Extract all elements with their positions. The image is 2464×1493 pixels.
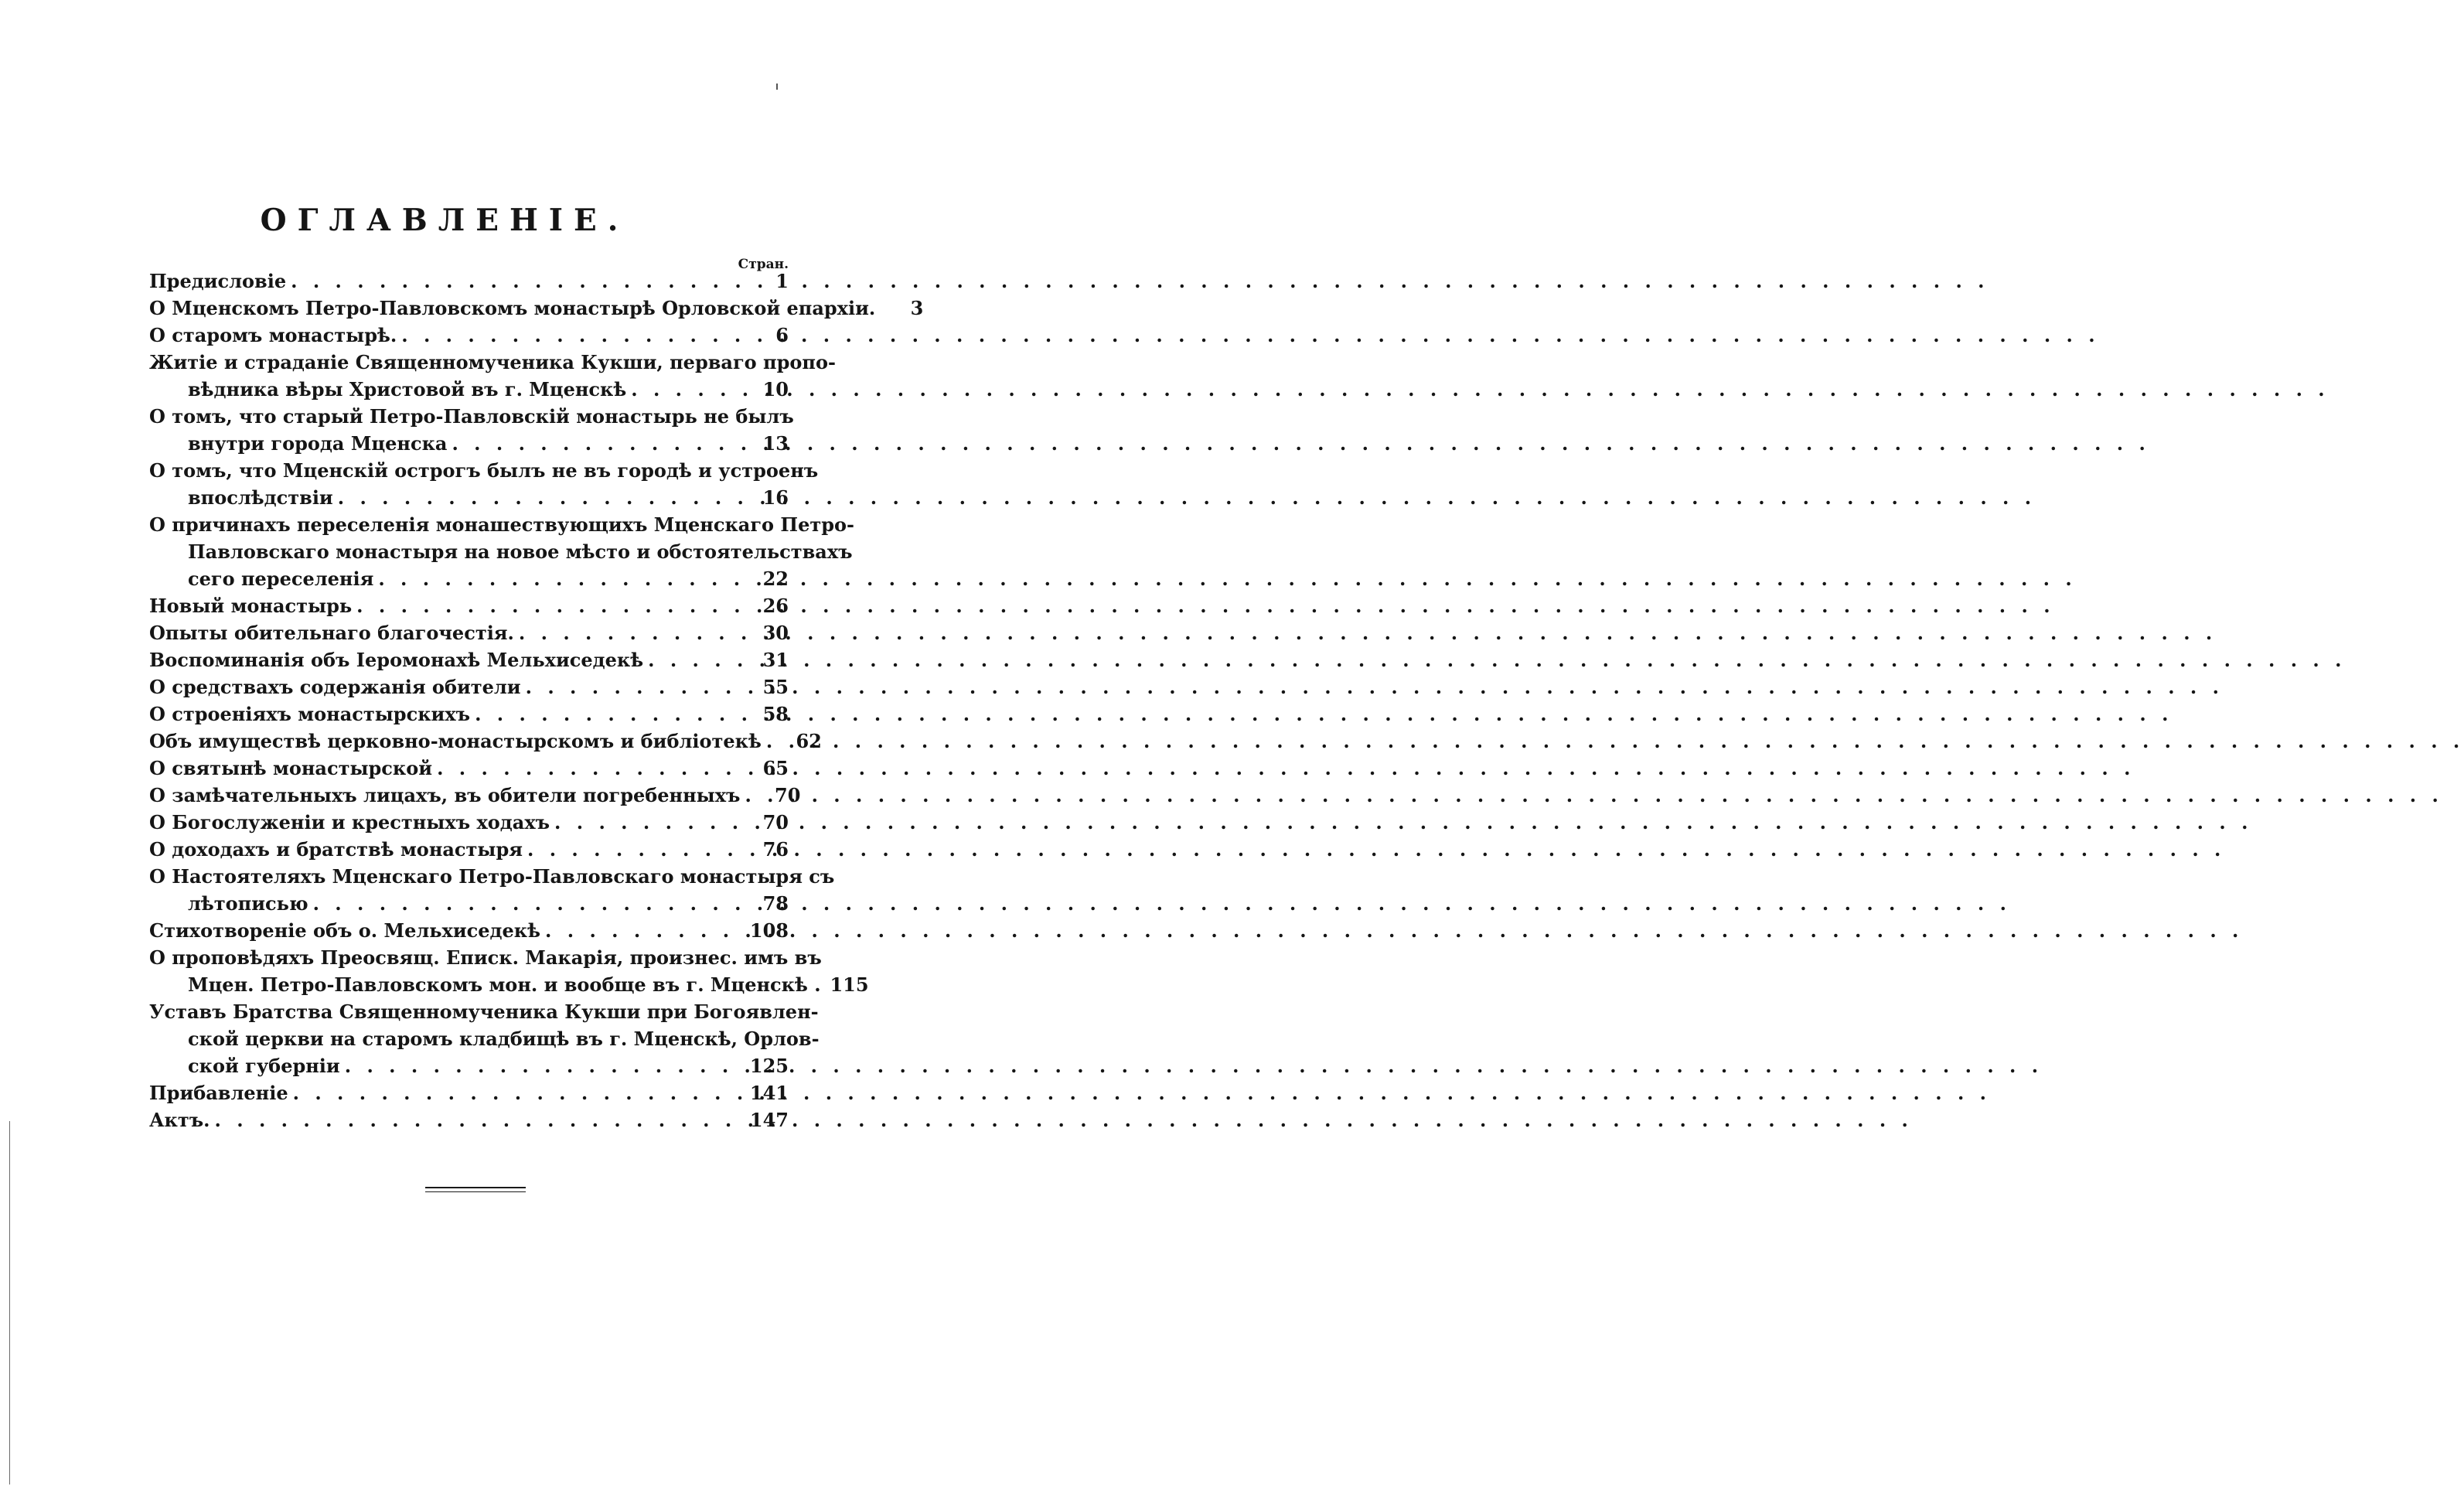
toc-entry	[149, 917, 789, 944]
print-speck	[776, 84, 778, 90]
toc-entry-line	[149, 619, 789, 646]
toc-entry-page: 10	[762, 378, 789, 401]
dot-leader	[550, 809, 741, 836]
page-column-header: Стран.	[738, 257, 789, 272]
dot-leader	[432, 755, 741, 782]
toc-entry-line	[149, 809, 789, 836]
toc-entry-text: ской церкви на старомъ кладбищѣ въ г. Мценскѣ, Орлов-	[188, 1028, 820, 1050]
toc-entry-line	[149, 457, 819, 484]
end-ornament-rule	[425, 1187, 526, 1192]
toc-entry-line	[149, 917, 789, 944]
dot-leader	[210, 1106, 741, 1133]
toc-entry-text: О святынѣ монастырской	[149, 757, 433, 779]
dot-leader	[286, 268, 741, 295]
toc-entry-text: Прибавленіе	[149, 1082, 288, 1104]
page-edge-mark	[9, 1121, 10, 1484]
dot-leader	[340, 1052, 741, 1079]
toc-entry-page: 13	[762, 432, 789, 455]
toc-entry-text: Павловскаго монастыря на новое мѣсто и обстоятельствахъ	[188, 540, 853, 563]
toc-entry-line	[149, 1106, 789, 1133]
toc-entry-text: О старомъ монастырѣ.	[149, 324, 397, 346]
toc-entry-line	[149, 863, 835, 890]
toc-entry-line	[149, 646, 789, 673]
book-page	[0, 0, 924, 1493]
toc-entry	[149, 836, 789, 863]
toc-entry	[149, 295, 924, 322]
toc-entry-page: 141	[749, 1082, 789, 1104]
dot-leader	[288, 1079, 741, 1106]
toc-entry-page: 65	[762, 757, 789, 779]
toc-entry-text: ской губерніи	[188, 1055, 340, 1077]
toc-entry-page: 31	[762, 649, 789, 671]
toc-entry	[149, 809, 789, 836]
toc-entry-continuation	[149, 1025, 820, 1052]
dot-leader	[397, 322, 741, 349]
dot-leader	[333, 484, 741, 511]
toc-entry-text: вѣдника вѣры Христовой въ г. Мценскѣ	[188, 378, 627, 401]
toc-entry-page: 3	[910, 297, 924, 319]
dot-leader	[740, 782, 752, 809]
toc-entry	[149, 619, 789, 646]
dot-leader	[643, 646, 741, 673]
toc-entry-text: О томъ, что Мценскій острогъ былъ не въ городѣ и устроенъ	[149, 459, 819, 482]
toc-entry-text: Уставъ Братства Священномученика Кукши при Богоявлен-	[149, 1000, 819, 1023]
toc-entry-page: 70	[762, 811, 789, 833]
toc-entry-line	[149, 944, 822, 971]
toc-entry-text: Опыты обительнаго благочестія.	[149, 622, 514, 644]
toc-entry-text: Мцен. Петро-Павловскомъ мон. и вообще въ г. Мценскѣ .	[188, 973, 821, 996]
toc-entry-continuation	[149, 971, 869, 998]
toc-entry-line	[149, 592, 789, 619]
toc-entry-text: О Мценскомъ Петро-Павловскомъ монастырѣ Орловской епархіи.	[149, 297, 876, 319]
toc-entry-line	[149, 268, 789, 295]
toc-entry	[149, 728, 822, 755]
toc-entry-text: Объ имуществѣ церковно-монастырскомъ и библіотекѣ	[149, 730, 762, 752]
toc-entry-line	[149, 998, 819, 1025]
toc-entry-line	[149, 295, 924, 322]
toc-entry-page: 16	[762, 486, 789, 509]
toc-entry-page: 147	[749, 1109, 789, 1131]
toc-entry-page: 58	[762, 703, 789, 725]
toc-entry-text: лѣтописью	[188, 892, 308, 915]
toc-entry-line	[149, 511, 854, 538]
dot-leader	[762, 728, 774, 755]
toc-entry-line	[149, 836, 789, 863]
toc-entry	[149, 646, 789, 673]
dot-leader	[373, 565, 741, 592]
dot-leader	[626, 376, 741, 403]
toc-entry-text: О причинахъ переселенія монашествующихъ Мценскаго Петро-	[149, 513, 854, 536]
toc-entry	[149, 403, 794, 457]
dot-leader	[470, 700, 741, 728]
toc-entry-text: О Настоятеляхъ Мценскаго Петро-Павловскаго монастыря съ	[149, 865, 835, 888]
toc-entry	[149, 457, 819, 511]
toc-entry-text: О строеніяхъ монастырскихъ	[149, 703, 471, 725]
toc-entry	[149, 782, 801, 809]
toc-entry	[149, 944, 869, 998]
toc-entry	[149, 755, 789, 782]
toc-entry-page: 26	[762, 595, 789, 617]
toc-entry-continuation	[149, 376, 789, 403]
dot-leader	[308, 890, 741, 917]
toc-entry-line	[149, 755, 789, 782]
toc-entry	[149, 1106, 789, 1133]
toc-entry-page: 62	[796, 730, 822, 752]
toc-entry-page: 76	[762, 838, 789, 861]
toc-entry-text: впослѣдствіи	[188, 486, 333, 509]
toc-entry-line	[149, 322, 789, 349]
toc-entry-text: О доходахъ и братствѣ монастыря	[149, 838, 523, 861]
toc-entry-text: Новый монастырь	[149, 595, 353, 617]
page-title: ОГЛАВЛЕНІЕ.	[260, 203, 629, 238]
toc-entry-page: 108	[749, 919, 789, 942]
toc-entry-line	[149, 403, 794, 430]
toc-entry-continuation	[149, 538, 853, 565]
toc-entry-text: О томъ, что старый Петро-Павловскій монастырь не былъ	[149, 405, 794, 428]
toc-entry-page: 125	[749, 1055, 789, 1077]
toc-entry-text: О проповѣдяхъ Преосвящ. Еписк. Макарія, произнес. имъ въ	[149, 946, 822, 969]
toc-entry	[149, 592, 789, 619]
toc-entry-text: О Богослуженіи и крестныхъ ходахъ	[149, 811, 550, 833]
toc-entry-page: 70	[775, 784, 801, 806]
dot-leader	[523, 836, 741, 863]
toc-entry-page: 30	[762, 622, 789, 644]
toc-entry-text: О средствахъ содержанія обители	[149, 676, 521, 698]
toc-entry-page: 6	[775, 324, 789, 346]
toc-entry	[149, 863, 835, 917]
toc-entry-line	[149, 673, 789, 700]
dot-leader	[514, 619, 741, 646]
toc-entry-continuation	[149, 1052, 789, 1079]
toc-entry-continuation	[149, 565, 789, 592]
toc-entry-line	[149, 349, 836, 376]
dot-leader	[521, 673, 741, 700]
toc-entry	[149, 268, 789, 295]
toc-entry-text: внутри города Мценска	[188, 432, 448, 455]
toc-entry	[149, 1079, 789, 1106]
table-of-contents	[149, 268, 924, 1133]
toc-entry-text: Стихотвореніе объ о. Мельхиседекѣ	[149, 919, 541, 942]
toc-entry-continuation	[149, 890, 789, 917]
toc-entry-continuation	[149, 430, 789, 457]
toc-entry-page: 22	[762, 568, 789, 590]
toc-entry-continuation	[149, 484, 789, 511]
dot-leader	[352, 592, 741, 619]
toc-entry-text: О замѣчательныхъ лицахъ, въ обители погребенныхъ	[149, 784, 741, 806]
toc-entry-text: Предисловіе	[149, 270, 287, 292]
toc-entry	[149, 322, 789, 349]
toc-entry-page: 78	[762, 892, 789, 915]
dot-leader	[447, 430, 741, 457]
toc-entry-text: сего переселенія	[188, 568, 374, 590]
toc-entry	[149, 511, 854, 592]
toc-entry-page: 1	[775, 270, 789, 292]
toc-entry-line	[149, 728, 822, 755]
toc-entry-page: 115	[830, 973, 869, 996]
toc-entry-text: Житіе и страданіе Священномученика Кукши, перваго пропо-	[149, 351, 836, 373]
toc-entry-line	[149, 1079, 789, 1106]
toc-entry	[149, 349, 836, 403]
toc-entry	[149, 673, 789, 700]
toc-entry	[149, 700, 789, 728]
toc-entry-text: Актъ.	[149, 1109, 210, 1131]
toc-entry-line	[149, 700, 789, 728]
toc-entry	[149, 998, 820, 1079]
toc-entry-text: Воспоминанія объ Іеромонахѣ Мельхиседекѣ	[149, 649, 644, 671]
toc-entry-line	[149, 782, 801, 809]
toc-entry-page: 55	[762, 676, 789, 698]
dot-leader	[540, 917, 741, 944]
